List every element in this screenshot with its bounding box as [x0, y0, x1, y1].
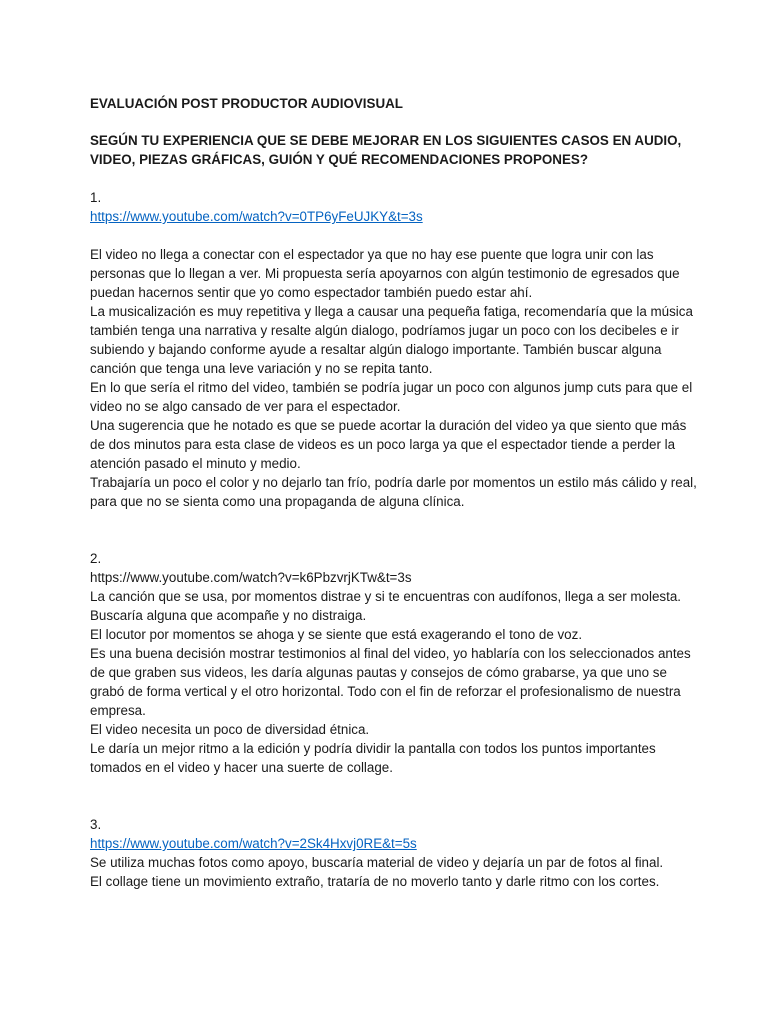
section-paragraph: Se utiliza muchas fotos como apoyo, buscaría material de video y dejaría un par de fotos al final.: [90, 855, 664, 870]
section-1: [90, 188, 698, 511]
section-paragraph: El video necesita un poco de diversidad étnica.: [90, 722, 370, 737]
section-3: [90, 815, 698, 891]
section-paragraph: El collage tiene un movimiento extraño, trataría de no moverlo tanto y darle ritmo con los cortes.: [90, 874, 660, 889]
document-title: EVALUACIÓN POST PRODUCTOR AUDIOVISUAL: [90, 96, 403, 111]
section-number: 1.: [90, 190, 102, 205]
section-paragraph: Trabajaría un poco el color y no dejarlo tan frío, podría darle por momentos un estilo más cálido y real, para que no se sienta como una propaganda de alguna clínica.: [90, 475, 697, 509]
section-paragraph: El video no llega a conectar con el espectador ya que no hay ese puente que logra unir con las personas que lo llegan a ver. Mi propuesta sería apoyarnos con algún testimonio de egresados que puedan hacernos sentir que yo como espectador también puedo estar ahí.: [90, 247, 680, 300]
section-paragraph: La musicalización es muy repetitiva y llega a causar una pequeña fatiga, recomendaría que la música también tenga una narrativa y resalte algún dialogo, podríamos jugar un poco con los decibeles e ir subiendo y bajando conforme ayude a resaltar algún dialogo importante. También buscar alguna canción que tenga una leve variación y no se repita tanto.: [90, 304, 693, 376]
section-2: [90, 549, 698, 777]
section-number: 3.: [90, 817, 102, 832]
section-video-link[interactable]: https://www.youtube.com/watch?v=2Sk4Hxvj0RE&t=5s: [90, 836, 417, 851]
section-paragraph: Una sugerencia que he notado es que se puede acortar la duración del video ya que siento que más de dos minutos para esta clase de videos es un poco larga ya que el espectador tiende a perder la atención pasado el minuto y medio.: [90, 418, 687, 471]
section-paragraph: El locutor por momentos se ahoga y se siente que está exagerando el tono de voz.: [90, 627, 583, 642]
section-paragraph: Es una buena decisión mostrar testimonios al final del video, yo hablaría con los seleccionados antes de que graben sus videos, les daría algunas pautas y consejos de cómo grabarse, ya que uno se grabó de forma vertical y el otro horizontal. Todo con el fin de reforzar el profesionalismo de nuestra empresa.: [90, 646, 691, 718]
section-number: 2.: [90, 551, 102, 566]
document-question: SEGÚN TU EXPERIENCIA QUE SE DEBE MEJORAR EN LOS SIGUIENTES CASOS EN AUDIO, VIDEO, PIEZAS GRÁFICAS, GUIÓN Y QUÉ RECOMENDACIONES PROPONES?: [90, 133, 682, 167]
section-paragraph: La canción que se usa, por momentos distrae y si te encuentras con audífonos, llega a ser molesta. Buscaría alguna que acompañe y no distraiga.: [90, 589, 682, 623]
section-paragraph: Le daría un mejor ritmo a la edición y podría dividir la pantalla con todos los puntos importantes tomados en el video y hacer una suerte de collage.: [90, 741, 656, 775]
section-video-link[interactable]: https://www.youtube.com/watch?v=0TP6yFeUJKY&t=3s: [90, 209, 423, 224]
section-paragraph: En lo que sería el ritmo del video, también se podría jugar un poco con algunos jump cuts para que el video no se algo cansado de ver para el espectador.: [90, 380, 693, 414]
section-video-url: https://www.youtube.com/watch?v=k6PbzvrjKTw&t=3s: [90, 570, 412, 585]
